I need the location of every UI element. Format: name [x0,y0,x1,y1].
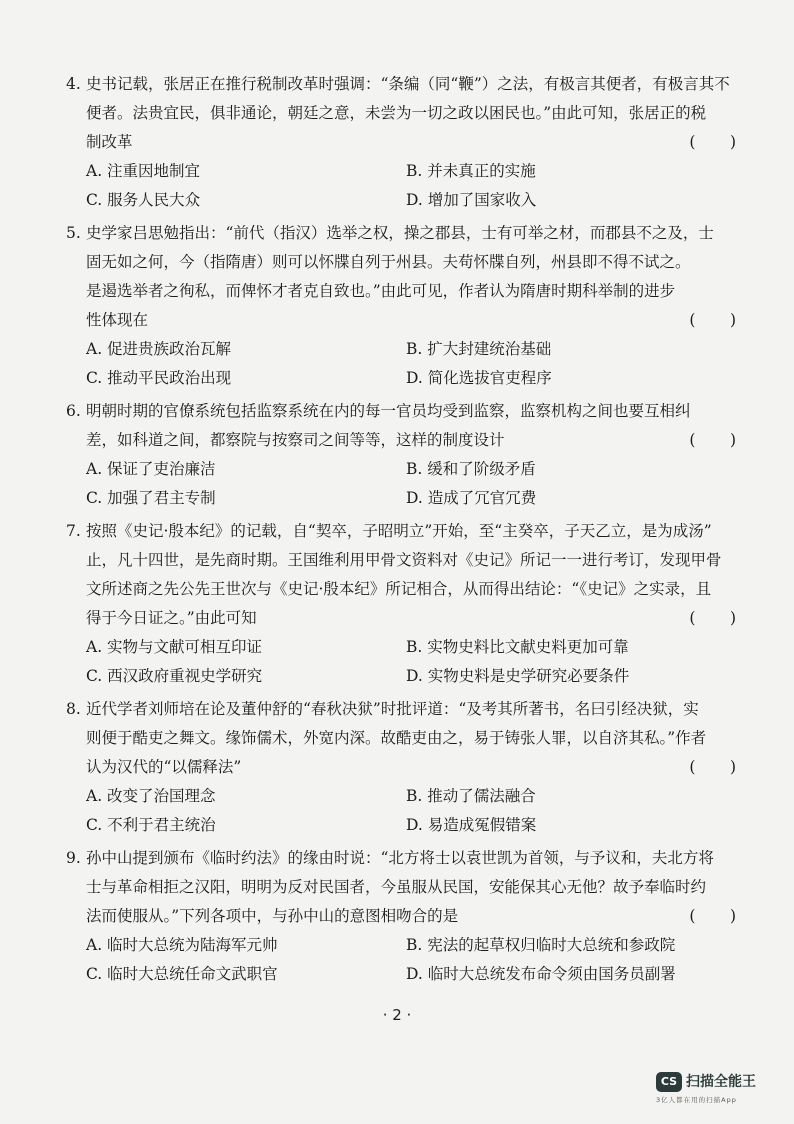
option-b[interactable]: B. 扩大封建统治基础 [406,340,552,358]
camscanner-logo-icon: CS [656,1072,682,1092]
page-number: · 2 · [382,1006,412,1024]
question-5 [66,219,746,393]
options [86,335,746,393]
question-number: 7. [66,522,81,540]
options [86,633,746,691]
options [86,931,746,989]
option-b[interactable]: B. 推动了儒法融合 [406,787,536,805]
answer-blank[interactable]: ( ) [689,133,736,151]
option-d[interactable]: D. 临时大总统发布命令须由国务员副署 [406,965,676,983]
question-4 [66,70,746,215]
stem-line: 明朝时期的官僚系统包括监察系统在内的每一官员均受到监察，监察机构之间也要互相纠 [86,402,691,420]
question-stem [66,397,746,455]
option-b[interactable]: B. 宪法的起草权归临时大总统和参政院 [406,936,676,954]
stem-line: 性体现在 [86,311,149,329]
stem-line: 文所述商之先公先王世次与《史记·殷本纪》所记相合，从而得出结论：“《史记》之实录，且 [86,580,712,598]
option-b[interactable]: B. 缓和了阶级矛盾 [406,460,536,478]
option-d[interactable]: D. 实物史料是史学研究必要条件 [406,667,630,685]
question-number: 5. [66,224,81,242]
question-stem [66,219,746,335]
question-number: 4. [66,75,81,93]
stem-line: 差，如科道之间，都察院与按察司之间等等，这样的制度设计 [86,431,505,449]
answer-blank[interactable]: ( ) [689,609,736,627]
scanner-watermark [656,1070,766,1110]
option-c[interactable]: C. 服务人民大众 [86,191,201,209]
options [86,455,746,513]
stem-line: 按照《史记·殷本纪》的记载，自“契卒，子昭明立”开始，至“主癸卒，子天乙立，是为成汤” [86,522,712,540]
stem-last-line [86,753,746,782]
option-b[interactable]: B. 并未真正的实施 [406,162,536,180]
question-number: 6. [66,402,81,420]
option-c[interactable]: C. 推动平民政治出现 [86,369,232,387]
stem-line: 认为汉代的“以儒释法” [86,758,242,776]
stem-last-line [86,128,746,157]
stem-line: 是遏选举者之徇私，而俾怀才者克自致也。”由此可见，作者认为隋唐时期科举制的进步 [86,282,676,300]
question-stem [66,70,746,157]
option-d[interactable]: D. 易造成冤假错案 [406,816,537,834]
question-number: 8. [66,700,81,718]
option-c[interactable]: C. 临时大总统任命文武职官 [86,965,278,983]
options [86,157,746,215]
option-b[interactable]: B. 实物史料比文献史料更加可靠 [406,638,629,656]
answer-blank[interactable]: ( ) [689,758,736,776]
watermark-app-name: 扫描全能王 [686,1074,756,1090]
options [86,782,746,840]
stem-line: 止，凡十四世，是先商时期。王国维利用甲骨文资料对《史记》所记一一进行考订，发现甲骨 [86,551,722,569]
stem-last-line [86,306,746,335]
stem-line: 固无如之何，今（指隋唐）则可以怀牒自列于州县。夫苟怀牒自列，州县即不得不试之。 [86,253,691,271]
question-8 [66,695,746,840]
option-a[interactable]: A. 促进贵族政治瓦解 [86,340,232,358]
option-a[interactable]: A. 实物与文献可相互印证 [86,638,263,656]
option-a[interactable]: A. 保证了吏治廉洁 [86,460,216,478]
stem-line: 法而使服从。”下列各项中，与孙中山的意图相吻合的是 [86,907,459,925]
stem-line: 近代学者刘师培在论及董仲舒的“春秋决狱”时批评道：“及考其所著书，名曰引经决狱，实 [86,700,699,718]
stem-line: 史书记载，张居正在推行税制改革时强调：“条编（同“鞭”）之法，有极言其便者，有极言其不 [86,75,730,93]
watermark-tagline: 3亿人都在用的扫描App [656,1096,737,1104]
stem-last-line [86,604,746,633]
stem-line: 孙中山提到颁布《临时约法》的缘由时说：“北方将士以袁世凯为首领，与予议和，夫北方将 [86,849,714,867]
option-d[interactable]: D. 简化选拔官吏程序 [406,369,552,387]
option-c[interactable]: C. 加强了君主专制 [86,489,216,507]
answer-blank[interactable]: ( ) [689,311,736,329]
stem-line: 史学家吕思勉指出：“前代（指汉）选举之权，操之郡县，士有可举之材，而郡县不之及，士 [86,224,714,242]
option-c[interactable]: C. 不利于君主统治 [86,816,216,834]
stem-line: 士与革命相拒之汉阳，明明为反对民国者，今虽服从民国，安能保其心无他？故予奉临时约 [86,878,707,896]
option-c[interactable]: C. 西汉政府重视史学研究 [86,667,263,685]
question-list [66,70,746,993]
stem-last-line [86,426,746,455]
option-a[interactable]: A. 注重因地制宜 [86,162,201,180]
question-6 [66,397,746,513]
stem-line: 便者。法贵宜民，俱非通论，朝廷之意，未尝为一切之政以困民也。”由此可知，张居正的税 [86,104,707,122]
answer-blank[interactable]: ( ) [689,431,736,449]
question-9 [66,844,746,989]
question-stem [66,844,746,931]
stem-line: 则便于酷吏之舞文。缘饰儒术，外宽内深。故酷吏由之，易于铸张人罪，以自济其私。”作者 [86,729,707,747]
option-d[interactable]: D. 造成了冗官冗费 [406,489,537,507]
option-a[interactable]: A. 临时大总统为陆海军元帅 [86,936,278,954]
stem-last-line [86,902,746,931]
question-stem [66,695,746,782]
question-number: 9. [66,849,81,867]
answer-blank[interactable]: ( ) [689,907,736,925]
option-a[interactable]: A. 改变了治国理念 [86,787,216,805]
option-d[interactable]: D. 增加了国家收入 [406,191,537,209]
stem-line: 得于今日证之。”由此可知 [86,609,257,627]
question-7 [66,517,746,691]
stem-line: 制改革 [86,133,133,151]
question-stem [66,517,746,633]
